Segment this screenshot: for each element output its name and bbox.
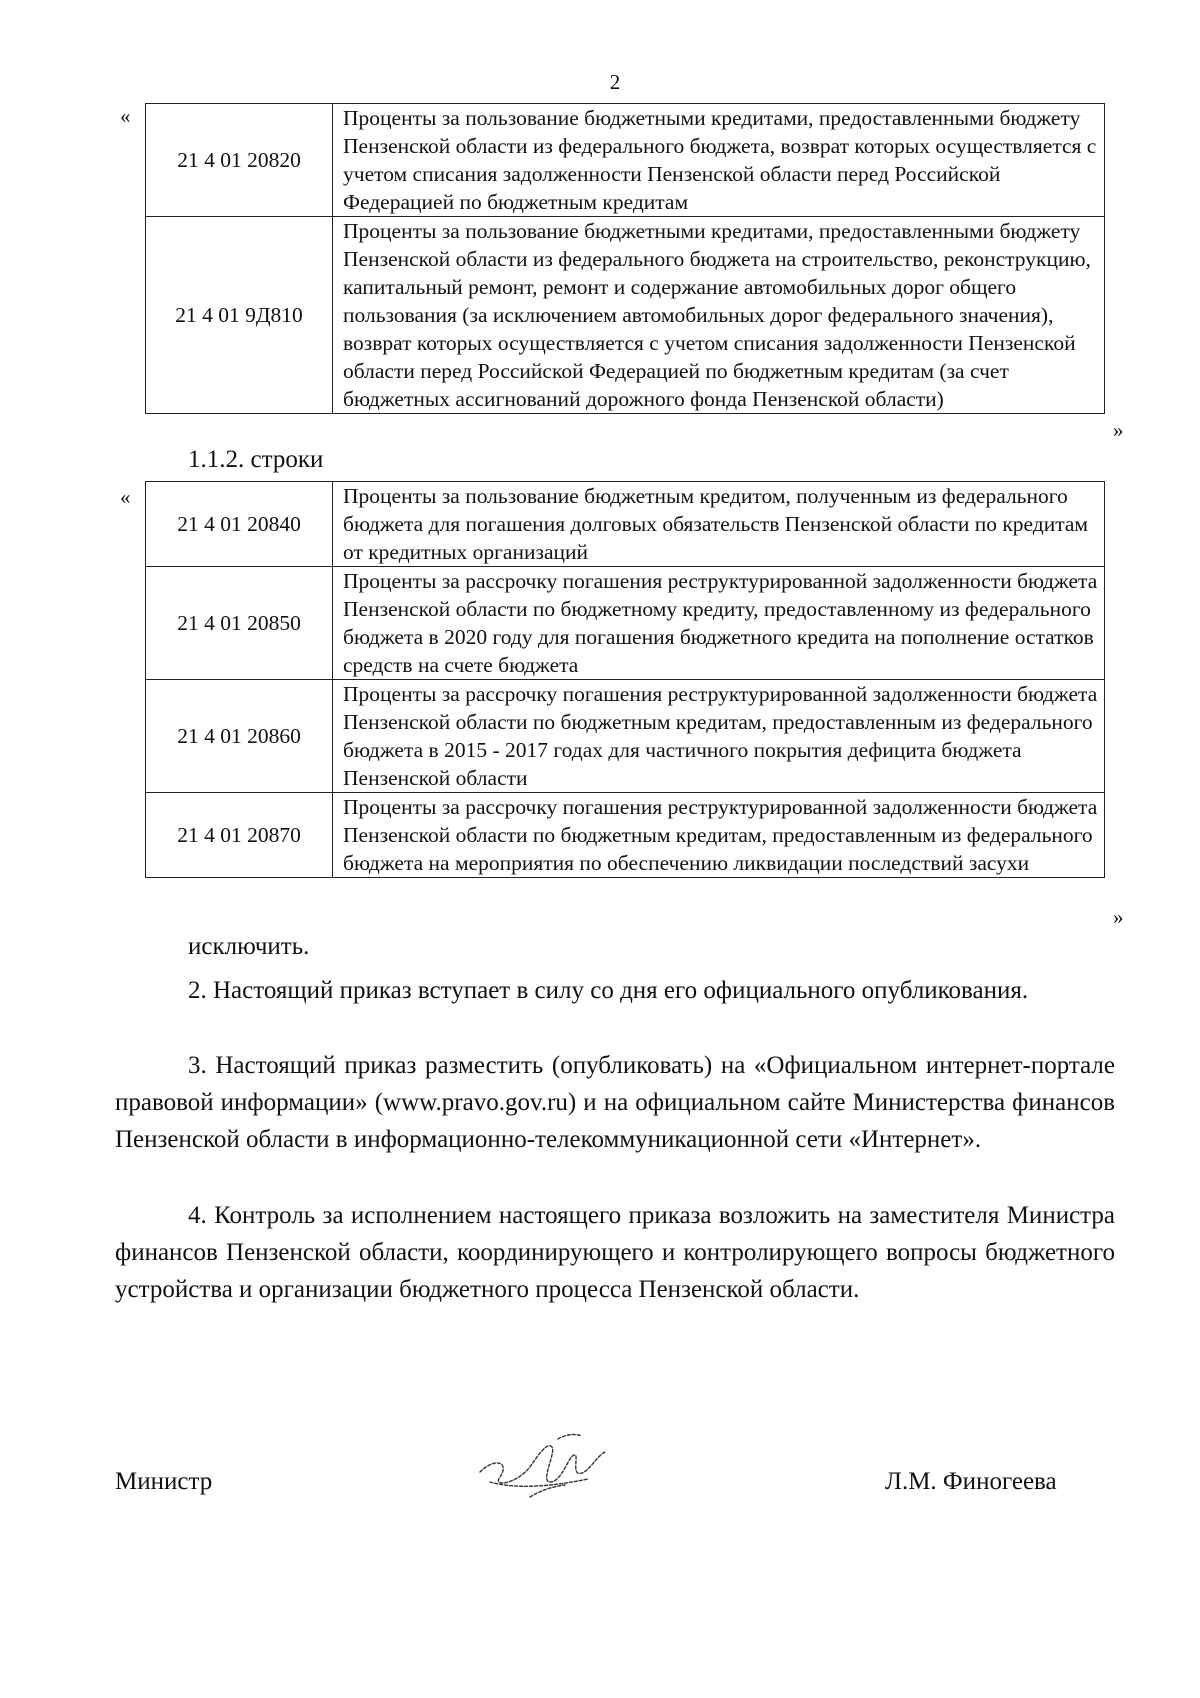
description-cell: Проценты за пользование бюджетными кредитами, предоставленными бюджету Пензенской области из федерального бюджета на строительство, реконструкцию, капитальный ремонт, ремонт и содержание автомобильных дорог общего пользования (за исключением автомобильных дорог федерального значения), возврат которых осуществляется с учетом списания задолженности Пензенской области перед Российской Федерацией по бюджетным кредитам (за счет бюджетных ассигнований дорожного фонда Пензенской области) [333, 217, 1105, 414]
quote-open-2: « [120, 485, 131, 509]
paragraph-3: 3. Настоящий приказ разместить (опубликовать) на «Официальном интернет-портале правовой информации» (www.pravo.gov.ru) и на официальном сайте Министерства финансов Пензенской области в информационно-телекоммуникационной сети «Интернет». [115, 1052, 1115, 1153]
item-label: 1.1.2. строки [188, 446, 324, 473]
handwritten-signature [470, 1427, 620, 1507]
description-cell: Проценты за пользование бюджетными кредитами, предоставленными бюджету Пензенской области из федерального бюджета, возврат которых осуществляется с учетом списания задолженности Пензенской области перед Российской Федерацией по бюджетным кредитам [333, 104, 1105, 217]
page-number: 2 [609, 70, 621, 94]
description-cell: Проценты за пользование бюджетным кредитом, полученным из федерального бюджета для погашения долговых обязательств Пензенской области по кредитам от кредитных организаций [333, 482, 1105, 567]
signatory-title: Министр [115, 1468, 213, 1495]
budget-codes-table-1 [145, 103, 1105, 414]
table-row [146, 217, 1105, 414]
code-cell: 21 4 01 20840 [146, 482, 333, 567]
code-cell: 21 4 01 9Д810 [146, 217, 333, 414]
exclude-instruction: исключить. [188, 933, 310, 960]
description-cell: Проценты за рассрочку погашения реструктурированной задолженности бюджета Пензенской области по бюджетным кредитам, предоставленным из федерального бюджета на мероприятия по обеспечению ликвидации последствий засухи [333, 793, 1105, 878]
table-row [146, 680, 1105, 793]
code-cell: 21 4 01 20870 [146, 793, 333, 878]
code-cell: 21 4 01 20860 [146, 680, 333, 793]
table-row [146, 104, 1105, 217]
quote-close-2: » [1113, 905, 1124, 929]
signatory-name: Л.М. Финогеева [885, 1468, 1057, 1495]
table-row [146, 793, 1105, 878]
table-row [146, 567, 1105, 680]
table-row [146, 482, 1105, 567]
budget-codes-table-2 [145, 481, 1105, 878]
paragraph-4: 4. Контроль за исполнением настоящего приказа возложить на заместителя Министра финансов Пензенской области, координирующего и контролирующего вопросы бюджетного устройства и организации бюджетного процесса Пензенской области. [115, 1202, 1115, 1303]
description-cell: Проценты за рассрочку погашения реструктурированной задолженности бюджета Пензенской области по бюджетному кредиту, предоставленному из федерального бюджета в 2020 году для погашения бюджетного кредита на пополнение остатков средств на счете бюджета [333, 567, 1105, 680]
code-cell: 21 4 01 20820 [146, 104, 333, 217]
code-cell: 21 4 01 20850 [146, 567, 333, 680]
description-cell: Проценты за рассрочку погашения реструктурированной задолженности бюджета Пензенской области по бюджетным кредитам, предоставленным из федерального бюджета в 2015 - 2017 годах для частичного покрытия дефицита бюджета Пензенской области [333, 680, 1105, 793]
paragraph-2: 2. Настоящий приказ вступает в силу со дня его официального опубликования. [188, 977, 1029, 1004]
quote-close-1: » [1113, 418, 1124, 442]
quote-open-1: « [120, 104, 131, 128]
